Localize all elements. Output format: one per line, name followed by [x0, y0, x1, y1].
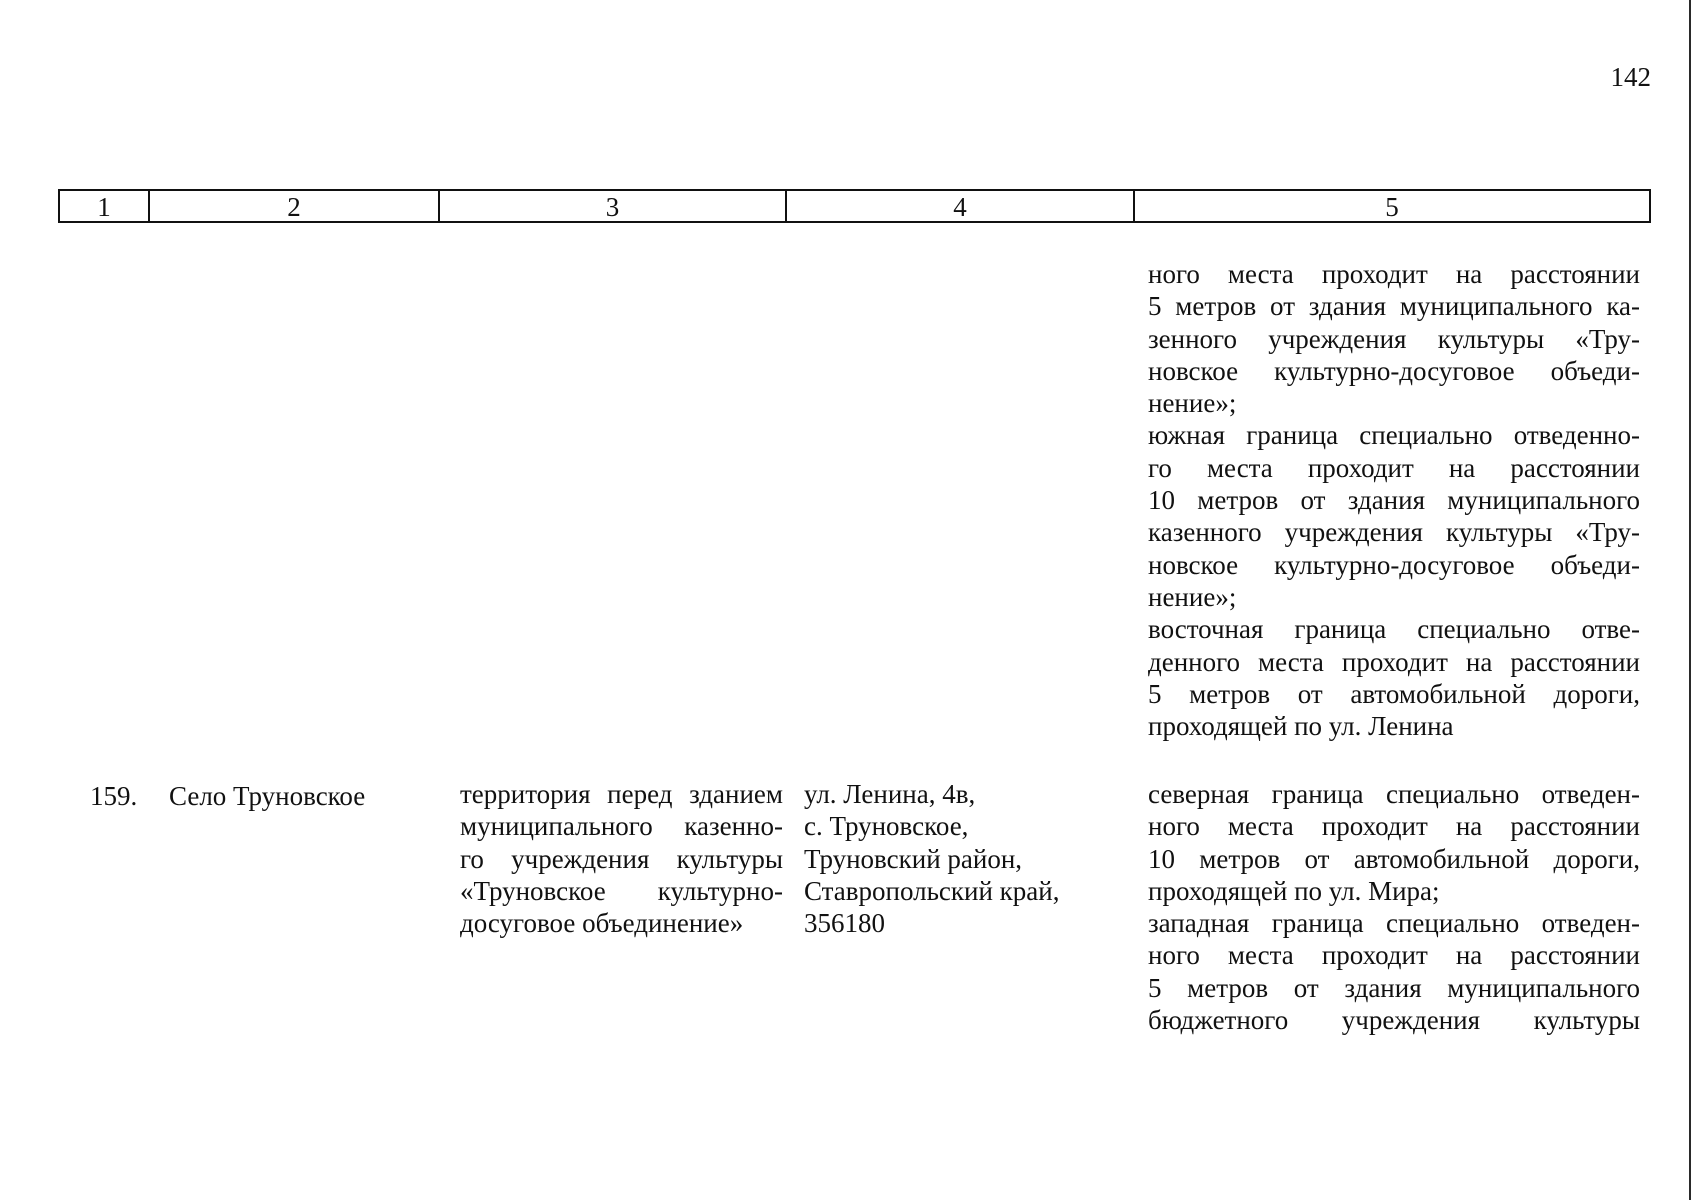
text-line: ного места проходит на расстоянии	[1148, 811, 1640, 842]
text-line: западная граница специально отведен-	[1148, 908, 1640, 939]
text-line: восточная граница специально отве-	[1148, 614, 1640, 645]
header-col-2: 2	[150, 191, 440, 221]
text-line: ного места проходит на расстоянии	[1148, 259, 1640, 289]
text-line: досуговое объединение»	[460, 908, 744, 939]
text-line: ул. Ленина, 4в,	[804, 779, 976, 809]
text-line: нение»;	[1148, 388, 1237, 419]
text-line: южная граница специально отведенно-	[1148, 420, 1640, 451]
settlement-name: Село Труновское	[169, 781, 366, 811]
text-line: проходящей по ул. Ленина	[1148, 711, 1454, 742]
header-col-4: 4	[787, 191, 1135, 221]
text-line: «Труновское культурно-	[460, 875, 783, 906]
text-line: 5 метров от автомобильной дороги,	[1148, 678, 1640, 709]
text-line: го места проходит на расстоянии	[1148, 452, 1640, 483]
text-line: нение»;	[1148, 581, 1237, 612]
row-number: 159.	[90, 781, 138, 811]
text-line: муниципального казенно-	[460, 811, 783, 842]
column-number-header	[58, 189, 1651, 223]
text-line: го учреждения культуры	[460, 843, 783, 874]
text-line: Ставропольский край,	[804, 875, 1060, 906]
header-col-5: 5	[1385, 192, 1399, 222]
text-line: ного места проходит на расстоянии	[1148, 940, 1640, 971]
text-line: 10 метров от здания муниципального	[1148, 485, 1640, 516]
text-line: с. Труновское,	[804, 811, 969, 842]
text-line: северная граница специально отведен-	[1148, 779, 1640, 809]
text-line: проходящей по ул. Мира;	[1148, 875, 1440, 906]
boundaries-continuation	[1148, 258, 1640, 742]
territory-description	[460, 778, 783, 939]
page-number: 142	[1610, 62, 1651, 92]
text-line: 356180	[804, 908, 885, 939]
text-line: 10 метров от автомобильной дороги,	[1148, 843, 1640, 874]
text-line: новское культурно-досуговое объеди-	[1148, 355, 1640, 386]
boundaries-description	[1148, 778, 1640, 1036]
text-line: денного места проходит на расстоянии	[1148, 646, 1640, 677]
header-col-3: 3	[440, 191, 787, 221]
header-col-1: 1	[60, 191, 150, 221]
text-line: новское культурно-досуговое объеди-	[1148, 549, 1640, 580]
text-line: зенного учреждения культуры «Тру-	[1148, 323, 1640, 354]
text-line: территория перед зданием	[460, 779, 783, 809]
text-line: казенного учреждения культуры «Тру-	[1148, 517, 1640, 548]
text-line: 5 метров от здания муниципального ка-	[1148, 291, 1640, 322]
text-line: Труновский район,	[804, 843, 1023, 874]
text-line: 5 метров от здания муниципального	[1148, 972, 1640, 1003]
address	[804, 778, 1104, 939]
scan-edge-line	[1689, 0, 1691, 1200]
text-line: бюджетного учреждения культуры	[1148, 1005, 1640, 1036]
